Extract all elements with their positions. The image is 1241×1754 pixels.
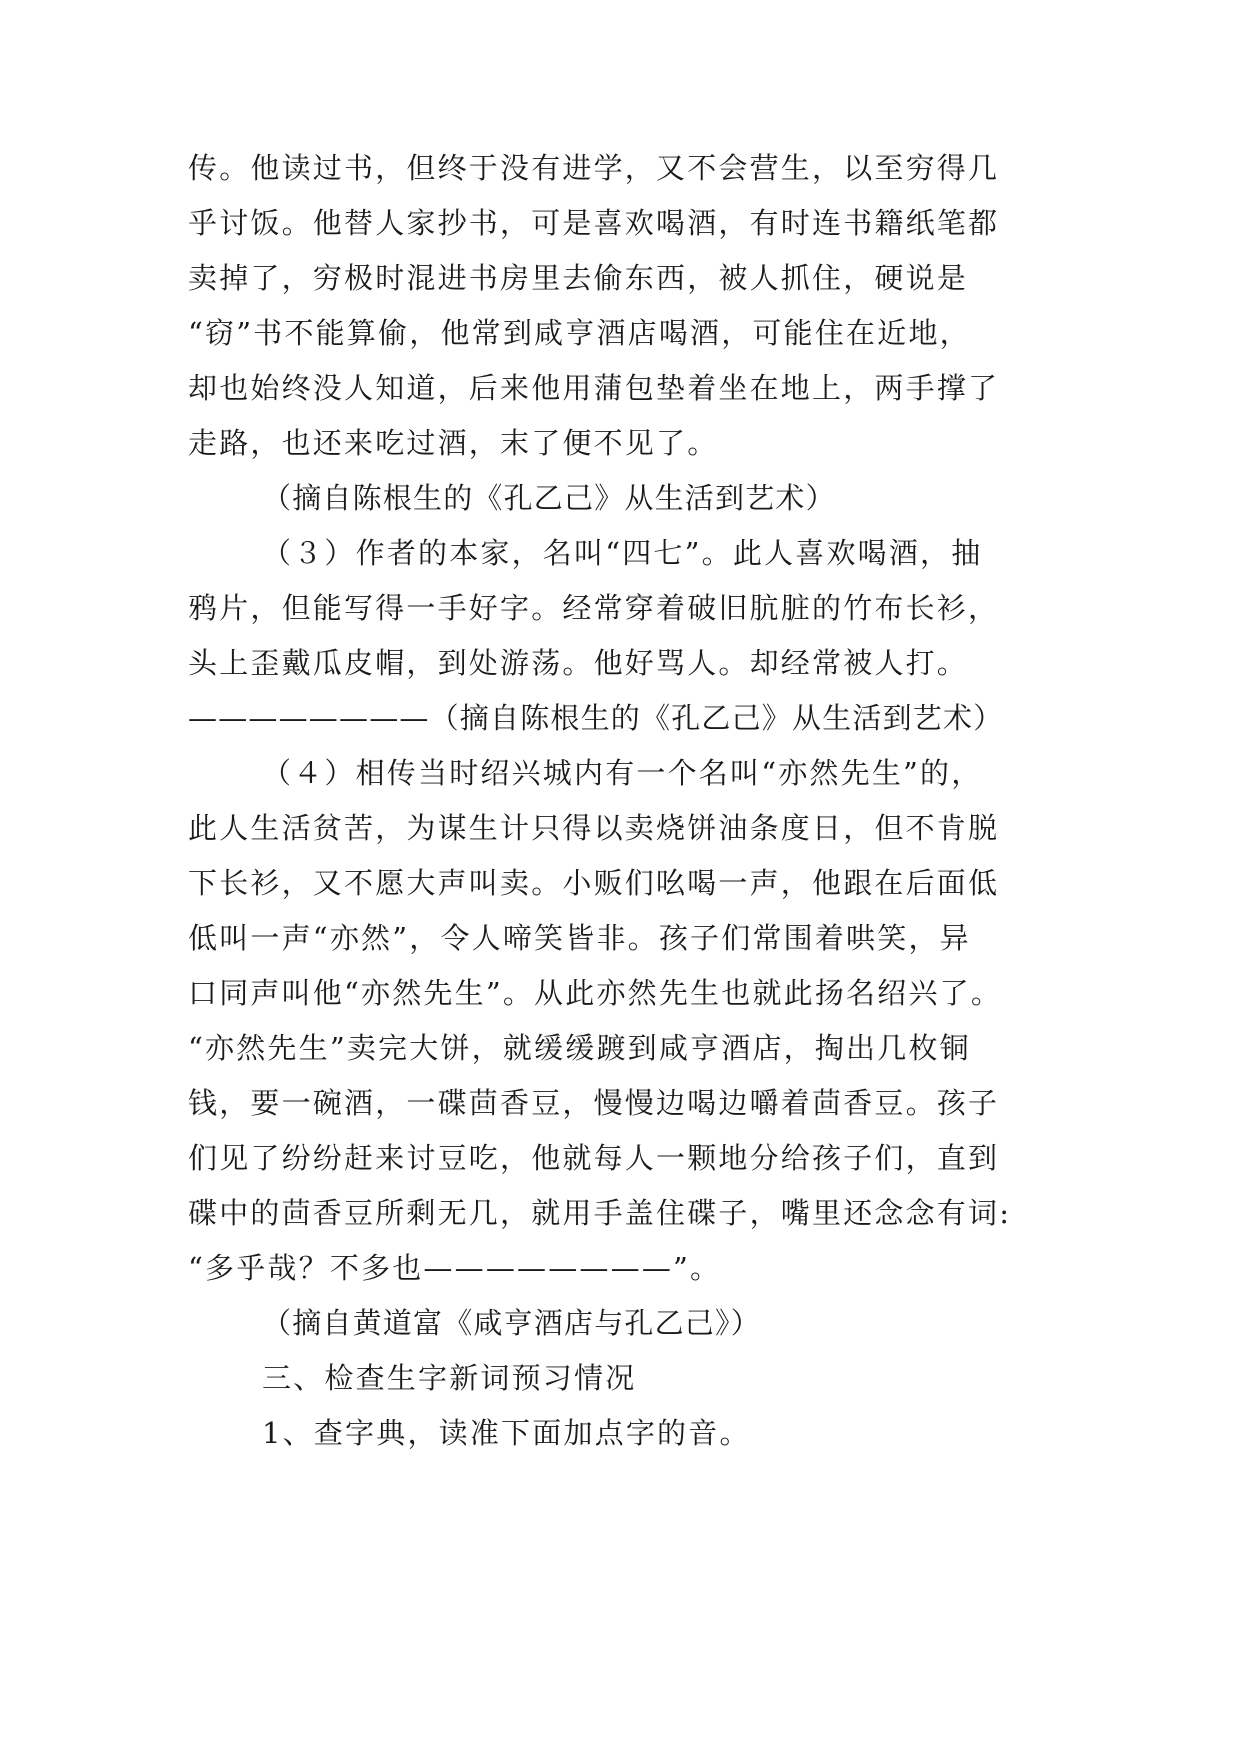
text-line: “窃”书不能算偷，他常到咸亨酒店喝酒，可能住在近地， bbox=[188, 316, 971, 350]
text-line: 乎讨饭。他替人家抄书，可是喜欢喝酒，有时连书籍纸笔都 bbox=[188, 206, 1000, 240]
text-line: 头上歪戴瓜皮帽，到处游荡。他好骂人。却经常被人打。 bbox=[188, 646, 969, 680]
text-line: 此人生活贫苦，为谋生计只得以卖烧饼油条度日，但不肯脱 bbox=[188, 811, 1000, 845]
text-line: 传。他读过书，但终于没有进学，又不会营生，以至穷得几 bbox=[188, 151, 1000, 185]
text-line: 低叫一声“亦然”，令人啼笑皆非。孩子们常围着哄笑，异 bbox=[188, 921, 971, 955]
text-line: 钱，要一碗酒，一碟茴香豆，慢慢边喝边嚼着茴香豆。孩子 bbox=[188, 1086, 1000, 1120]
text-line: 鸦片，但能写得一手好字。经常穿着破旧肮脏的竹布长衫， bbox=[188, 591, 1000, 625]
source-citation: （摘自陈根生的《孔乙己》从生活到艺术） bbox=[262, 481, 836, 515]
source-citation: （摘自黄道富《咸亨酒店与孔乙己》） bbox=[262, 1306, 761, 1340]
text-line: 却也始终没人知道，后来他用蒲包垫着坐在地上，两手撑了 bbox=[188, 371, 1000, 405]
paragraph-4-start: （４）相传当时绍兴城内有一个名叫“亦然先生”的， bbox=[262, 756, 983, 790]
text-line: 走路，也还来吃过酒，末了便不见了。 bbox=[188, 426, 719, 460]
text-line: 卖掉了，穷极时混进书房里去偷东西，被人抓住，硬说是 bbox=[188, 261, 969, 295]
text-line: 口同声叫他“亦然先生”。从此亦然先生也就此扬名绍兴了。 bbox=[188, 976, 1003, 1010]
section-heading: 三、检查生字新词预习情况 bbox=[262, 1361, 637, 1395]
source-citation: ————————（摘自陈根生的《孔乙己》从生活到艺术） bbox=[188, 701, 1004, 735]
paragraph-3-start: （３）作者的本家，名叫“四七”。此人喜欢喝酒，抽 bbox=[262, 536, 983, 570]
text-line: 们见了纷纷赶来讨豆吃，他就每人一颗地分给孩子们，直到 bbox=[188, 1141, 1000, 1175]
text-line: 碟中的茴香豆所剩无几，就用手盖住碟子，嘴里还念念有词: bbox=[188, 1196, 1012, 1230]
task-item: 1、查字典，读准下面加点字的音。 bbox=[262, 1416, 751, 1450]
text-line: “多乎哉？不多也————————”。 bbox=[188, 1251, 722, 1285]
text-line: 下长衫，又不愿大声叫卖。小贩们吆喝一声，他跟在后面低 bbox=[188, 866, 1000, 900]
text-line: “亦然先生”卖完大饼，就缓缓踱到咸亨酒店，掏出几枚铜 bbox=[188, 1031, 971, 1065]
